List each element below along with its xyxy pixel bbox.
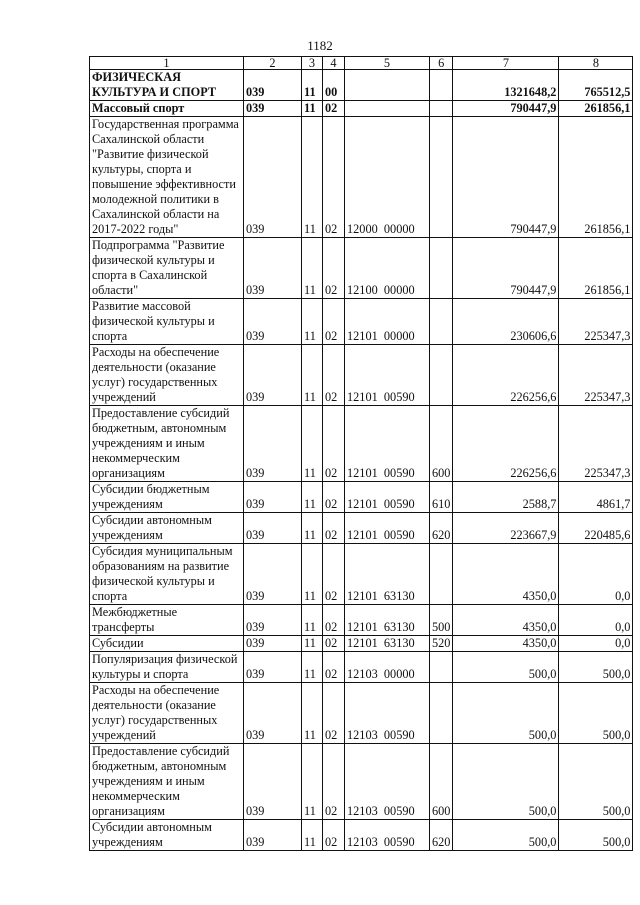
row-gr-code: 039 [244,101,302,117]
row-rz-code: 11 [302,345,323,406]
row-vr-code: 500 [430,605,453,636]
row-csr-code: 12101 00590 [345,345,430,406]
row-amount-1: 223667,9 [453,513,559,544]
row-amount-1: 4350,0 [453,544,559,605]
row-gr-code: 039 [244,820,302,851]
row-vr-code [430,101,453,117]
row-pr-code: 02 [323,744,345,820]
row-rz-code: 11 [302,299,323,345]
row-amount-2: 225347,3 [559,406,633,482]
row-csr-code: 12100 00000 [345,238,430,299]
row-pr-code: 02 [323,683,345,744]
row-rz-code: 11 [302,636,323,652]
row-vr-code [430,683,453,744]
row-amount-1: 1321648,2 [453,70,559,101]
column-number: 1 [90,57,244,70]
row-rz-code: 11 [302,544,323,605]
row-name-cell: Расходы на обеспечение деятельности (оказание услуг) государственных учреждений [90,683,244,744]
table-row [90,652,633,683]
row-csr-code: 12101 63130 [345,605,430,636]
row-name-cell: Подпрограмма "Развитие физической культуры и спорта в Сахалинской области" [90,238,244,299]
row-gr-code: 039 [244,70,302,101]
row-pr-code: 02 [323,652,345,683]
table-row [90,513,633,544]
row-name-cell: Субсидии бюджетным учреждениям [90,482,244,513]
row-csr-code: 12103 00590 [345,820,430,851]
row-gr-code: 039 [244,636,302,652]
row-amount-1: 230606,6 [453,299,559,345]
column-number: 5 [345,57,430,70]
row-pr-code: 02 [323,605,345,636]
row-amount-1: 226256,6 [453,345,559,406]
row-name-cell: Субсидия муниципальным образованиям на развитие физической культуры и спорта [90,544,244,605]
row-csr-code: 12103 00000 [345,652,430,683]
row-amount-1: 4350,0 [453,636,559,652]
row-amount-1: 226256,6 [453,406,559,482]
column-number: 3 [302,57,323,70]
column-number: 8 [559,57,633,70]
page-number: 1182 [307,38,333,53]
row-rz-code: 11 [302,683,323,744]
row-amount-2: 261856,1 [559,117,633,238]
row-amount-2: 0,0 [559,605,633,636]
table-row [90,820,633,851]
row-rz-code: 11 [302,101,323,117]
row-amount-2: 225347,3 [559,299,633,345]
table-row [90,238,633,299]
row-amount-1: 500,0 [453,820,559,851]
row-amount-2: 500,0 [559,652,633,683]
row-amount-1: 790447,9 [453,101,559,117]
row-gr-code: 039 [244,482,302,513]
row-vr-code [430,117,453,238]
table-row [90,299,633,345]
row-pr-code: 02 [323,820,345,851]
row-vr-code [430,299,453,345]
row-name-cell: Предоставление субсидий бюджетным, автономным учреждениям и иным некоммерческим организациям [90,744,244,820]
row-csr-code: 12101 00590 [345,482,430,513]
row-vr-code: 610 [430,482,453,513]
row-amount-1: 2588,7 [453,482,559,513]
row-amount-2: 220485,6 [559,513,633,544]
row-name-cell: Субсидии автономным учреждениям [90,513,244,544]
column-number: 4 [323,57,345,70]
column-number: 6 [430,57,453,70]
row-amount-2: 261856,1 [559,101,633,117]
row-gr-code: 039 [244,238,302,299]
row-name-cell: Предоставление субсидий бюджетным, автономным учреждениям и иным некоммерческим организациям [90,406,244,482]
row-gr-code: 039 [244,299,302,345]
row-csr-code: 12103 00590 [345,683,430,744]
row-name-cell: Популяризация физической культуры и спорта [90,652,244,683]
row-vr-code: 620 [430,820,453,851]
row-rz-code: 11 [302,744,323,820]
row-vr-code: 620 [430,513,453,544]
row-pr-code: 02 [323,299,345,345]
row-gr-code: 039 [244,345,302,406]
row-pr-code: 02 [323,101,345,117]
row-vr-code [430,652,453,683]
row-gr-code: 039 [244,652,302,683]
row-amount-1: 4350,0 [453,605,559,636]
row-pr-code: 02 [323,513,345,544]
row-amount-2: 4861,7 [559,482,633,513]
row-pr-code: 02 [323,117,345,238]
table-row [90,345,633,406]
row-amount-1: 500,0 [453,683,559,744]
row-pr-code: 02 [323,544,345,605]
row-pr-code: 02 [323,636,345,652]
row-vr-code: 520 [430,636,453,652]
row-amount-2: 765512,5 [559,70,633,101]
row-vr-code [430,70,453,101]
row-amount-2: 261856,1 [559,238,633,299]
row-rz-code: 11 [302,482,323,513]
row-gr-code: 039 [244,605,302,636]
row-csr-code: 12101 63130 [345,544,430,605]
row-name-cell: Государственная программа Сахалинской области "Развитие физической культуры, спорта и повышение эффективности молодежной политики в Сахалинской области на 2017-2022 годы" [90,117,244,238]
table-row [90,636,633,652]
budget-table [89,56,633,851]
row-csr-code: 12000 00000 [345,117,430,238]
row-vr-code: 600 [430,406,453,482]
row-pr-code: 00 [323,70,345,101]
row-amount-1: 500,0 [453,744,559,820]
row-amount-1: 500,0 [453,652,559,683]
row-csr-code: 12101 00590 [345,406,430,482]
row-vr-code [430,345,453,406]
row-name-cell: Развитие массовой физической культуры и спорта [90,299,244,345]
row-gr-code: 039 [244,744,302,820]
row-amount-2: 500,0 [559,820,633,851]
table-row [90,683,633,744]
row-csr-code: 12101 00000 [345,299,430,345]
row-rz-code: 11 [302,652,323,683]
table-row [90,744,633,820]
row-name-cell: Расходы на обеспечение деятельности (оказание услуг) государственных учреждений [90,345,244,406]
column-number: 2 [244,57,302,70]
row-pr-code: 02 [323,345,345,406]
row-vr-code [430,544,453,605]
row-vr-code: 600 [430,744,453,820]
row-pr-code: 02 [323,238,345,299]
table-row [90,605,633,636]
row-amount-2: 500,0 [559,744,633,820]
column-number: 7 [453,57,559,70]
row-amount-2: 0,0 [559,544,633,605]
row-csr-code: 12101 00590 [345,513,430,544]
row-rz-code: 11 [302,70,323,101]
row-name-cell: Межбюджетные трансферты [90,605,244,636]
row-rz-code: 11 [302,605,323,636]
row-rz-code: 11 [302,117,323,238]
row-amount-1: 790447,9 [453,238,559,299]
table-row [90,406,633,482]
row-gr-code: 039 [244,544,302,605]
row-rz-code: 11 [302,406,323,482]
table-row [90,482,633,513]
table-row [90,101,633,117]
row-gr-code: 039 [244,683,302,744]
row-csr-code [345,70,430,101]
row-amount-2: 500,0 [559,683,633,744]
row-rz-code: 11 [302,238,323,299]
row-gr-code: 039 [244,117,302,238]
row-vr-code [430,238,453,299]
row-gr-code: 039 [244,406,302,482]
row-csr-code: 12103 00590 [345,744,430,820]
row-csr-code: 12101 63130 [345,636,430,652]
row-pr-code: 02 [323,482,345,513]
row-rz-code: 11 [302,513,323,544]
table-row [90,70,633,101]
row-pr-code: 02 [323,406,345,482]
column-numbers-row [90,57,633,70]
row-amount-1: 790447,9 [453,117,559,238]
row-rz-code: 11 [302,820,323,851]
table-row [90,117,633,238]
row-amount-2: 0,0 [559,636,633,652]
row-name-cell: ФИЗИЧЕСКАЯ КУЛЬТУРА И СПОРТ [90,70,244,101]
row-gr-code: 039 [244,513,302,544]
row-name-cell: Субсидии [90,636,244,652]
row-amount-2: 225347,3 [559,345,633,406]
row-name-cell: Субсидии автономным учреждениям [90,820,244,851]
table-row [90,544,633,605]
row-csr-code [345,101,430,117]
row-name-cell: Массовый спорт [90,101,244,117]
